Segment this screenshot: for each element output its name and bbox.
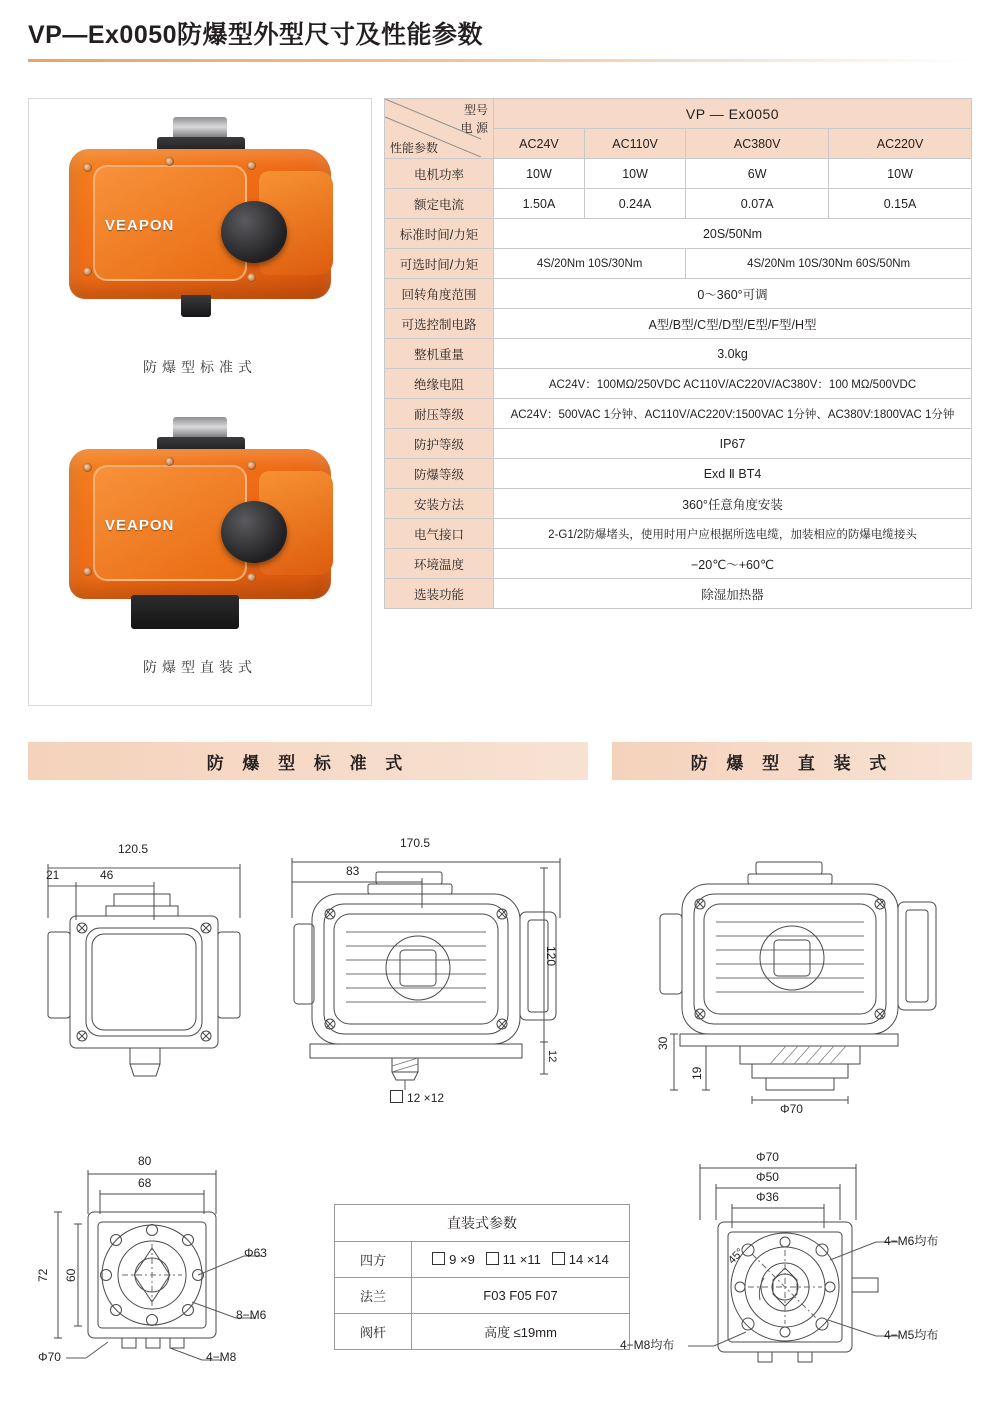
table-row — [385, 249, 972, 279]
direct-params-key-flange: 法兰 — [335, 1278, 412, 1314]
corner-power-label: 电 源 — [460, 121, 488, 135]
drawing-side-standard — [272, 828, 592, 1108]
dim-bottom-phi63: Φ63 — [244, 1246, 267, 1260]
dim-bottom-8m6: 8−M6 — [236, 1308, 267, 1322]
dim-front-21: 21 — [46, 868, 60, 882]
drawing-direct-side — [620, 828, 970, 1128]
cell-motor-power-ac380v: 6W — [686, 159, 829, 189]
cell-insulation-resistance: AC24V：100MΩ/250VDC AC110V/AC220V/AC380V：100 MΩ/500VDC — [494, 369, 972, 399]
cell-electrical-interface: 2-G1/2防爆堵头，使用时用户应根据所选电缆，加装相应的防爆电缆接头 — [494, 519, 972, 549]
drawing-bottom-standard — [30, 1152, 320, 1382]
row-label-rotation-range: 回转角度范围 — [385, 279, 494, 309]
cell-rated-current-ac24v: 1.50A — [494, 189, 585, 219]
table-row — [385, 219, 972, 249]
voltage-ac220v: AC220V — [829, 129, 972, 159]
row-label-mounting: 安装方法 — [385, 489, 494, 519]
row-label-electrical-interface: 电气接口 — [385, 519, 494, 549]
actuator-knob — [221, 201, 287, 263]
dim-front-46: 46 — [100, 868, 114, 882]
table-row — [385, 369, 972, 399]
dim-bottom-72: 72 — [36, 1268, 50, 1282]
actuator-top-cylinder — [173, 117, 227, 139]
cell-explosion-class: Exd Ⅱ BT4 — [494, 459, 972, 489]
direct-params-table — [334, 1204, 630, 1350]
dim-direct-bottom-phi36: Φ36 — [756, 1190, 779, 1204]
cell-motor-power-ac24v: 10W — [494, 159, 585, 189]
checkbox-icon — [486, 1252, 499, 1265]
section-header-standard — [28, 742, 588, 780]
direct-params-title: 直装式参数 — [335, 1205, 630, 1242]
actuator-top-cylinder — [173, 417, 227, 439]
cell-rotation-range: 0～360°可调 — [494, 279, 972, 309]
row-label-control-circuit: 可选控制电路 — [385, 309, 494, 339]
table-row — [335, 1242, 630, 1278]
cell-rated-current-ac380v: 0.07A — [686, 189, 829, 219]
table-row — [385, 399, 972, 429]
row-label-standard-time-torque: 标准时间/力矩 — [385, 219, 494, 249]
dim-direct-bottom-phi50: Φ50 — [756, 1170, 779, 1184]
dim-bottom-68: 68 — [138, 1176, 152, 1190]
direct-params-key-stem: 阀杆 — [335, 1314, 412, 1350]
dim-direct-4m5: 4−M5均布 — [884, 1328, 939, 1342]
dim-direct-phi70: Φ70 — [780, 1102, 803, 1116]
cell-mounting: 360°任意角度安装 — [494, 489, 972, 519]
dim-bottom-4m8: 4−M8 — [206, 1350, 237, 1364]
title-divider — [28, 59, 972, 62]
cell-weight: 3.0kg — [494, 339, 972, 369]
actuator-base-stub — [181, 295, 211, 317]
table-row — [385, 309, 972, 339]
dim-side-12: 12 — [546, 1050, 558, 1063]
table-row — [385, 459, 972, 489]
row-label-motor-power: 电机功率 — [385, 159, 494, 189]
photo-caption-standard: 防爆型标准式 — [143, 359, 257, 375]
product-photo-panel — [28, 98, 372, 706]
dim-direct-bottom-phi70: Φ70 — [756, 1150, 779, 1164]
photo-caption-direct: 防爆型直装式 — [143, 659, 257, 675]
square-symbol-icon — [390, 1090, 403, 1103]
table-row — [385, 519, 972, 549]
row-label-protection-class: 防护等级 — [385, 429, 494, 459]
cell-optional-time-torque-a: 4S/20Nm 10S/30Nm — [494, 249, 686, 279]
dim-side-height: 120 — [544, 946, 558, 967]
table-row — [335, 1278, 630, 1314]
cell-standard-time-torque: 20S/50Nm — [494, 219, 972, 249]
actuator-housing — [69, 149, 331, 299]
row-label-weight: 整机重量 — [385, 339, 494, 369]
direct-params-value-stem: 高度 ≤19mm — [412, 1314, 630, 1350]
table-row — [385, 159, 972, 189]
actuator-housing — [69, 449, 331, 599]
checkbox-icon — [432, 1252, 445, 1265]
table-row — [385, 549, 972, 579]
dim-front-width: 120.5 — [118, 842, 149, 856]
dim-direct-30: 30 — [656, 1036, 670, 1050]
page-title: VP—Ex0050防爆型外型尺寸及性能参数 — [28, 21, 484, 49]
top-block — [28, 98, 972, 708]
voltage-ac110v: AC110V — [584, 129, 685, 159]
dim-side-square: 12 ×12 — [390, 1090, 444, 1105]
table-row — [385, 279, 972, 309]
cell-rated-current-ac110v: 0.24A — [584, 189, 685, 219]
cell-protection-class: IP67 — [494, 429, 972, 459]
corner-param-label: 性能参数 — [390, 141, 439, 155]
table-row — [385, 339, 972, 369]
dim-bottom-80: 80 — [138, 1154, 152, 1168]
dim-bottom-phi70: Φ70 — [38, 1350, 61, 1364]
row-label-ambient-temperature: 环境温度 — [385, 549, 494, 579]
cell-rated-current-ac220v: 0.15A — [829, 189, 972, 219]
actuator-image-direct — [61, 417, 339, 632]
title-block — [28, 20, 972, 62]
table-row-header — [385, 99, 972, 129]
voltage-ac380v: AC380V — [686, 129, 829, 159]
table-row-header — [335, 1205, 630, 1242]
table-row — [385, 489, 972, 519]
voltage-ac24v: AC24V — [494, 129, 585, 159]
actuator-image-standard — [61, 117, 339, 332]
table-row — [385, 189, 972, 219]
row-label-optional-function: 选装功能 — [385, 579, 494, 609]
brand-label: VEAPON — [105, 217, 175, 234]
table-row — [385, 429, 972, 459]
specification-table — [384, 98, 972, 609]
cell-withstand-voltage: AC24V：500VAC 1分钟、AC110V/AC220V:1500VAC 1分钟、AC380V:1800VAC 1分钟 — [494, 399, 972, 429]
dim-bottom-60: 60 — [64, 1268, 78, 1282]
dim-side-83: 83 — [346, 864, 360, 878]
cell-optional-time-torque-b: 4S/20Nm 10S/30Nm 60S/50Nm — [686, 249, 972, 279]
direct-params-value-square: 9 ×9 11 ×11 14 ×14 — [412, 1242, 630, 1278]
table-corner-cell — [385, 99, 494, 159]
corner-model-label: 型号 — [463, 103, 488, 117]
dim-direct-angle: 45° — [726, 1246, 747, 1267]
cell-control-circuit: A型/B型/C型/D型/E型/F型/H型 — [494, 309, 972, 339]
table-row — [385, 579, 972, 609]
direct-params-key-square: 四方 — [335, 1242, 412, 1278]
model-name-cell: VP — Ex0050 — [494, 99, 972, 129]
drawing-front-standard — [30, 828, 280, 1098]
drawing-bottom-direct — [620, 1150, 980, 1390]
checkbox-icon — [552, 1252, 565, 1265]
cell-motor-power-ac220v: 10W — [829, 159, 972, 189]
direct-params-value-flange: F03 F05 F07 — [412, 1278, 630, 1314]
cell-ambient-temperature: −20℃～+60℃ — [494, 549, 972, 579]
row-label-withstand-voltage: 耐压等级 — [385, 399, 494, 429]
actuator-knob — [221, 501, 287, 563]
row-label-optional-time-torque: 可选时间/力矩 — [385, 249, 494, 279]
table-row — [335, 1314, 630, 1350]
brand-label: VEAPON — [105, 517, 175, 534]
dim-direct-4m8: 4−M8均布 — [620, 1338, 675, 1352]
row-label-rated-current: 额定电流 — [385, 189, 494, 219]
dim-side-width: 170.5 — [400, 836, 431, 850]
cell-motor-power-ac110v: 10W — [584, 159, 685, 189]
cell-optional-function: 除湿加热器 — [494, 579, 972, 609]
dim-direct-19: 19 — [690, 1066, 704, 1080]
dim-direct-4m6: 4−M6均布 — [884, 1234, 939, 1248]
section-header-direct-label: 防 爆 型 直 装 式 — [690, 753, 894, 773]
row-label-insulation-resistance: 绝缘电阻 — [385, 369, 494, 399]
row-label-explosion-class: 防爆等级 — [385, 459, 494, 489]
section-header-direct — [612, 742, 972, 780]
section-header-standard-label: 防 爆 型 标 准 式 — [206, 753, 410, 773]
actuator-mount-base — [131, 595, 239, 629]
